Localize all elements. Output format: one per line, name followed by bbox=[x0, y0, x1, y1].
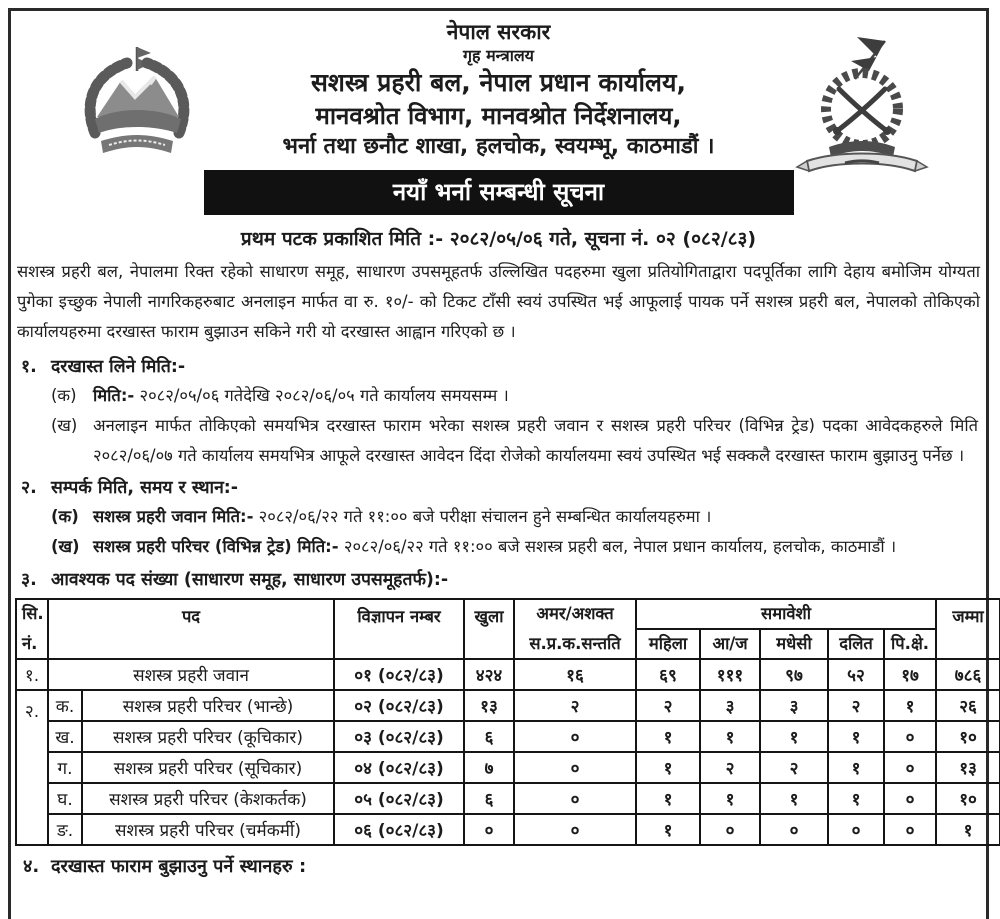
cell-madhesi: ९७ bbox=[760, 659, 828, 690]
cell-advert: ०४ (०८२/८३) bbox=[334, 752, 464, 783]
cell-dalit: ० bbox=[828, 814, 884, 845]
col-header-inclusive: समावेशी bbox=[636, 599, 936, 629]
cell-post: सशस्त्र प्रहरी परिचर (कूचिकार) bbox=[82, 721, 334, 752]
cell-dalit: ५२ bbox=[828, 659, 884, 690]
header-branch: भर्ना तथा छनौट शाखा, हलचोक, स्वयम्भू, काठमाडौं । bbox=[282, 134, 715, 160]
cell-dalit: १ bbox=[828, 783, 884, 814]
amar-line1: अमर/अशक्त bbox=[536, 603, 614, 623]
list-item bbox=[51, 411, 982, 470]
item-lead: सशस्त्र प्रहरी परिचर (विभिन्न ट्रेड) मिति:- bbox=[93, 536, 339, 556]
section-heading bbox=[15, 566, 982, 594]
letterhead bbox=[15, 19, 982, 162]
cell-subletter: ङ. bbox=[48, 814, 82, 845]
table-row bbox=[16, 690, 1000, 721]
header-ministry: गृह मन्त्रालय bbox=[463, 46, 534, 66]
section-contact-date-place bbox=[15, 474, 982, 561]
section-number: ३. bbox=[21, 569, 37, 590]
cell-madhesi: ३ bbox=[760, 690, 828, 721]
cell-total: १ bbox=[936, 814, 1000, 845]
cell-pichhe: ० bbox=[884, 721, 936, 752]
cell-amar: ० bbox=[514, 783, 636, 814]
cell-mahila: ६९ bbox=[636, 659, 700, 690]
intro-paragraph: सशस्त्र प्रहरी बल, नेपालमा रिक्त रहेको साधारण समूह, साधारण उपसमूहतर्फ उल्लिखित पदहरुमा खुला प्रतियोगिताद्वारा पदपूर्तिका लागि देहाय बमोजिम योग्यता पुगेका इच्छुक नेपाली नागरिकहरुबाट अनलाइन मार्फत वा रु. १०/- को टिकट टाँसी स्वयं उपस्थित भई आफूलाई पायक पर्ने सशस्त्र प्रहरी बल, नेपालको तोकिएको कार्यालयहरुमा दरखास्त फाराम बुझाउन सकिने गरी यो दरखास्त आह्वान गरिएको छ । bbox=[17, 262, 980, 342]
cell-advert: ०३ (०८२/८३) bbox=[334, 721, 464, 752]
cell-pichhe: १७ bbox=[884, 659, 936, 690]
cell-post: सशस्त्र प्रहरी परिचर (चर्मकर्मी) bbox=[82, 814, 334, 845]
cell-total: २६ bbox=[936, 690, 1000, 721]
item-marker: (ख) bbox=[51, 415, 78, 435]
cell-dalit: १ bbox=[828, 721, 884, 752]
cell-pichhe: १ bbox=[884, 690, 936, 721]
cell-post: सशस्त्र प्रहरी जवान bbox=[48, 659, 334, 690]
item-text bbox=[93, 411, 982, 470]
cell-dalit: २ bbox=[828, 690, 884, 721]
item-body: २०८२/०५/०६ गतेदेखि २०८२/०६/०५ गते कार्यालय समयसम्म । bbox=[134, 386, 509, 406]
cell-pichhe: ० bbox=[884, 783, 936, 814]
cell-serial: १. bbox=[16, 659, 48, 690]
cell-amar: ० bbox=[514, 721, 636, 752]
list-item bbox=[51, 381, 982, 411]
item-lead: सशस्त्र प्रहरी जवान मिति:- bbox=[93, 507, 254, 527]
cell-aj: १ bbox=[700, 783, 760, 814]
list-item bbox=[51, 502, 982, 532]
cell-open: ६ bbox=[464, 721, 514, 752]
armed-police-force-emblem-icon bbox=[787, 27, 937, 181]
item-marker: (क) bbox=[51, 507, 79, 527]
cell-mahila: १ bbox=[636, 783, 700, 814]
col-header-pichhe: पि.क्षे. bbox=[884, 629, 936, 659]
cell-amar: ० bbox=[514, 752, 636, 783]
cell-madhesi: १ bbox=[760, 721, 828, 752]
cell-total: १० bbox=[936, 783, 1000, 814]
col-header-total: जम्मा bbox=[936, 599, 1000, 660]
item-marker: (ख) bbox=[51, 536, 80, 556]
cell-total: ७८६ bbox=[936, 659, 1000, 690]
section-title: आवश्यक पद संख्या (साधारण समूह, साधारण उपसमूहतर्फ):- bbox=[51, 569, 449, 590]
cell-madhesi: ० bbox=[760, 814, 828, 845]
cell-madhesi: २ bbox=[760, 752, 828, 783]
cell-mahila: १ bbox=[636, 752, 700, 783]
item-body: २०८२/०६/२२ गते ११:०० बजे परीक्षा संचालन हुने सम्बन्धित कार्यालयहरुमा । bbox=[253, 507, 712, 527]
cell-open: ४२४ bbox=[464, 659, 514, 690]
cell-dalit: १ bbox=[828, 752, 884, 783]
item-text bbox=[93, 381, 982, 411]
published-date-line: प्रथम पटक प्रकाशित मिति :- २०८२/०५/०६ गते, सूचना नं. ०२ (०८२/८३) bbox=[240, 228, 757, 251]
table-row bbox=[16, 783, 1000, 814]
col-header-madhesi: मधेसी bbox=[760, 629, 828, 659]
cell-subletter: ग. bbox=[48, 752, 82, 783]
section-4-clipped-line bbox=[15, 854, 982, 878]
amar-line2: स.प्र.क.सन्तति bbox=[529, 633, 621, 653]
cell-amar: ० bbox=[514, 814, 636, 845]
section-title: दरखास्त लिने मिति:- bbox=[51, 357, 186, 378]
item-body: अनलाइन मार्फत तोकिएको समयभित्र दरखास्त फाराम भरेका सशस्त्र प्रहरी जवान र सशस्त्र प्रहरी परिचर (विभिन्न ट्रेड) पदका आवेदकहरुले मिति २०८२/०६/०७ गते कार्यालय समयभित्र आफूले दरखास्त आवेदन दिंदा रोजेको कार्यालयमा स्वयं उपस्थित भई सक्कलै दरखास्त फाराम बुझाउनु पर्नेछ । bbox=[93, 415, 978, 465]
cell-pichhe: ० bbox=[884, 814, 936, 845]
item-marker: (क) bbox=[51, 386, 77, 406]
list-item bbox=[51, 532, 982, 562]
cell-subletter: क. bbox=[48, 690, 82, 721]
col-header-amar bbox=[514, 599, 636, 660]
cell-mahila: १ bbox=[636, 814, 700, 845]
cell-post: सशस्त्र प्रहरी परिचर (सूचिकार) bbox=[82, 752, 334, 783]
cell-open: १३ bbox=[464, 690, 514, 721]
serial-line1: सि. bbox=[22, 603, 44, 623]
document-page bbox=[8, 8, 989, 919]
cell-mahila: १ bbox=[636, 721, 700, 752]
serial-line2: नं. bbox=[22, 633, 38, 653]
header-department: मानवश्रोत विभाग, मानवश्रोत निर्देशनालय, bbox=[315, 102, 682, 131]
cell-aj: १ bbox=[700, 721, 760, 752]
table-row bbox=[16, 659, 1000, 690]
section-title: दरखास्त फाराम बुझाउनु पर्ने स्थानहरु : bbox=[51, 856, 307, 878]
cell-total: १३ bbox=[936, 752, 1000, 783]
col-header-advert-no: विज्ञापन नम्बर bbox=[334, 599, 464, 660]
vacancy-table bbox=[15, 598, 1000, 847]
cell-advert: ०६ (०८२/८३) bbox=[334, 814, 464, 845]
section-number: ४. bbox=[23, 856, 40, 878]
cell-pichhe: ० bbox=[884, 752, 936, 783]
cell-post: सशस्त्र प्रहरी परिचर (केशकर्तक) bbox=[82, 783, 334, 814]
cell-mahila: २ bbox=[636, 690, 700, 721]
col-header-open: खुला bbox=[464, 599, 514, 660]
section-application-dates bbox=[15, 353, 982, 470]
table-row bbox=[16, 752, 1000, 783]
cell-advert: ०२ (०८२/८३) bbox=[334, 690, 464, 721]
cell-amar: २ bbox=[514, 690, 636, 721]
col-header-serial bbox=[16, 599, 48, 660]
cell-open: ६ bbox=[464, 783, 514, 814]
cell-amar: १६ bbox=[514, 659, 636, 690]
cell-serial: २. bbox=[16, 690, 48, 845]
cell-aj: ३ bbox=[700, 690, 760, 721]
item-text bbox=[93, 532, 982, 562]
cell-total: १० bbox=[936, 721, 1000, 752]
item-text bbox=[93, 502, 982, 532]
table-row bbox=[16, 721, 1000, 752]
cell-post: सशस्त्र प्रहरी परिचर (भान्छे) bbox=[82, 690, 334, 721]
cell-aj: १११ bbox=[700, 659, 760, 690]
cell-open: ७ bbox=[464, 752, 514, 783]
col-header-aj: आ/ज bbox=[700, 629, 760, 659]
header-row-1 bbox=[16, 599, 1000, 629]
notice-title-banner: नयाँ भर्ना सम्बन्धी सूचना bbox=[204, 170, 794, 215]
cell-open: ० bbox=[464, 814, 514, 845]
table-row bbox=[16, 814, 1000, 845]
header-government: नेपाल सरकार bbox=[446, 20, 551, 44]
nepal-government-emblem-icon bbox=[67, 37, 207, 173]
col-header-mahila: महिला bbox=[636, 629, 700, 659]
cell-subletter: घ. bbox=[48, 783, 82, 814]
section-number: १. bbox=[21, 357, 37, 378]
section-required-posts bbox=[15, 566, 982, 594]
section-number: २. bbox=[21, 478, 37, 499]
col-header-dalit: दलित bbox=[828, 629, 884, 659]
item-body: २०८२/०६/२२ गते ११:०० बजे सशस्त्र प्रहरी बल, नेपाल प्रधान कार्यालय, हलचोक, काठमाडौं । bbox=[338, 536, 897, 556]
cell-aj: ० bbox=[700, 814, 760, 845]
cell-advert: ०५ (०८२/८३) bbox=[334, 783, 464, 814]
section-heading bbox=[15, 353, 982, 381]
header-organization: सशस्त्र प्रहरी बल, नेपाल प्रधान कार्यालय, bbox=[311, 68, 686, 98]
cell-subletter: ख. bbox=[48, 721, 82, 752]
section-title: सम्पर्क मिति, समय र स्थान:- bbox=[51, 478, 239, 499]
cell-advert: ०१ (०८२/८३) bbox=[334, 659, 464, 690]
cell-aj: २ bbox=[700, 752, 760, 783]
cell-madhesi: १ bbox=[760, 783, 828, 814]
item-lead: मिति:- bbox=[93, 386, 135, 406]
col-header-post: पद bbox=[48, 599, 334, 660]
section-heading bbox=[15, 474, 982, 502]
